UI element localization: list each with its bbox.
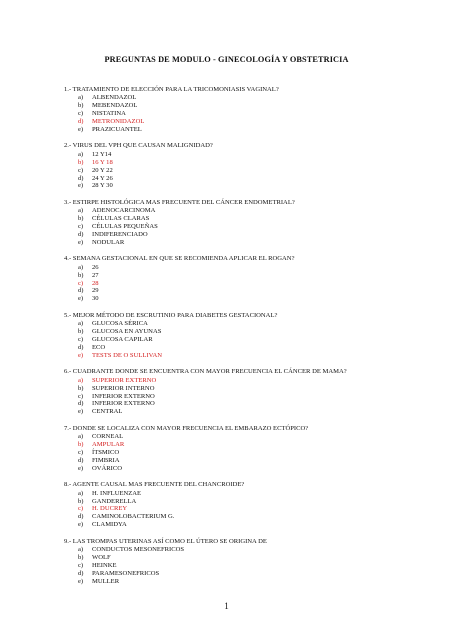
option-text: GLUCOSA SÉRICA: [92, 320, 148, 328]
option-text: ADENOCARCINOMA: [92, 207, 156, 215]
option-letter: d): [78, 343, 84, 351]
option-letter: a): [78, 376, 84, 384]
option-letter: b): [78, 441, 84, 449]
option-letter: d): [78, 456, 84, 464]
question-text: 6.- CUADRANTE DONDE SE ENCUENTRA CON MAYOR FRECUENCIA EL CÁNCER DE MAMA?: [64, 368, 347, 376]
option-letter: b): [78, 215, 84, 223]
option-text: CÉLULAS CLARAS: [92, 215, 150, 223]
option-letter: b): [78, 271, 84, 279]
question-block: [64, 199, 424, 247]
answer-option: [64, 546, 424, 554]
option-letter: a): [78, 320, 84, 328]
option-text: 26: [92, 263, 99, 271]
option-letter: c): [78, 448, 84, 456]
option-text: ECO: [92, 343, 106, 351]
question-block: [64, 481, 424, 529]
option-text: PRAZICUANTEL: [92, 125, 142, 133]
question-block: [64, 255, 424, 303]
option-letter: a): [78, 94, 84, 102]
question-block: [64, 312, 424, 360]
option-text: 12 Y14: [92, 150, 112, 158]
answer-option: [64, 110, 424, 118]
option-letter: e): [78, 577, 84, 585]
question-list: [64, 86, 424, 594]
answer-option: [64, 570, 424, 578]
option-text: 28: [92, 279, 99, 287]
answer-option: [64, 320, 424, 328]
answer-option: [64, 272, 424, 280]
option-letter: e): [78, 295, 84, 303]
option-text: NISTATINA: [92, 110, 126, 118]
question-block: [64, 368, 424, 416]
question-block: [64, 538, 424, 586]
option-text: SUPERIOR INTERNO: [92, 384, 155, 392]
answer-option: [64, 521, 424, 529]
answer-option: [64, 264, 424, 272]
option-text: H. INFLUENZAE: [92, 489, 142, 497]
option-letter: c): [78, 110, 84, 118]
option-text: H. DUCREY: [92, 505, 128, 513]
answer-option: [64, 328, 424, 336]
option-text: METRONIDAZOL: [92, 118, 145, 126]
option-text: OVÁRICO: [92, 464, 123, 472]
option-text: NODULAR: [92, 238, 125, 246]
question-text: 9.- LAS TROMPAS UTERINAS ASÍ COMO EL ÚTERO SE ORIGINA DE: [64, 537, 267, 545]
option-text: 30: [92, 295, 99, 303]
answer-option: [64, 207, 424, 215]
question-text: 7.- DONDE SE LOCALIZA CON MAYOR FRECUENCIA EL EMBARAZO ECTÓPICO?: [64, 424, 309, 432]
answer-option: [64, 344, 424, 352]
option-text: CORNEAL: [92, 433, 124, 441]
option-text: 29: [92, 287, 99, 295]
option-letter: c): [78, 505, 84, 513]
question-block: [64, 86, 424, 134]
option-text: ALBENDAZOL: [92, 94, 137, 102]
option-letter: d): [78, 400, 84, 408]
option-letter: d): [78, 287, 84, 295]
answer-option: [64, 513, 424, 521]
answer-option: [64, 223, 424, 231]
option-text: GANDERELLA: [92, 497, 137, 505]
option-letter: a): [78, 489, 84, 497]
option-letter: b): [78, 158, 84, 166]
answer-option: [64, 102, 424, 110]
option-letter: d): [78, 513, 84, 521]
question-text: 8.- AGENTE CAUSAL MAS FRECUENTE DEL CHANCROIDE?: [64, 481, 245, 489]
option-text: GLUCOSA EN AYUNAS: [92, 328, 162, 336]
option-letter: c): [78, 561, 84, 569]
option-text: INDIFERENCIADO: [92, 230, 148, 238]
option-text: 16 Y 18: [92, 158, 113, 166]
answer-option: [64, 295, 424, 303]
option-letter: e): [78, 238, 84, 246]
option-text: ÍTSMICO: [92, 448, 120, 456]
answer-option: [64, 457, 424, 465]
answer-option: [64, 393, 424, 401]
option-text: AMPULAR: [92, 441, 125, 449]
option-letter: b): [78, 102, 84, 110]
question-text: 3.- ESTIRPE HISTOLÓGICA MAS FRECUENTE DEL CÁNCER ENDOMETRIAL?: [64, 198, 295, 206]
answer-option: [64, 578, 424, 586]
option-letter: a): [78, 263, 84, 271]
option-text: 24 Y 26: [92, 174, 113, 182]
option-letter: e): [78, 521, 84, 529]
option-letter: c): [78, 392, 84, 400]
answer-option: [64, 385, 424, 393]
answer-option: [64, 167, 424, 175]
option-letter: e): [78, 408, 84, 416]
option-text: WOLF: [92, 554, 111, 562]
question-block: [64, 425, 424, 473]
option-text: TESTS DE O SULLIVAN: [92, 351, 163, 359]
page-number: 1: [224, 601, 229, 611]
option-letter: b): [78, 328, 84, 336]
question-block: [64, 142, 424, 190]
answer-option-correct: [64, 280, 424, 288]
option-letter: c): [78, 336, 84, 344]
option-letter: e): [78, 351, 84, 359]
answer-option: [64, 182, 424, 190]
option-letter: d): [78, 569, 84, 577]
question-text: 2.- VIRUS DEL VPH QUE CAUSAN MALIGNIDAD?: [64, 142, 213, 150]
answer-option-correct: [64, 159, 424, 167]
option-letter: c): [78, 279, 84, 287]
answer-option: [64, 400, 424, 408]
option-text: 27: [92, 271, 99, 279]
answer-option: [64, 239, 424, 247]
answer-option: [64, 151, 424, 159]
answer-option-correct: [64, 377, 424, 385]
answer-option: [64, 465, 424, 473]
option-letter: d): [78, 230, 84, 238]
answer-option: [64, 231, 424, 239]
question-text: 5.- MEJOR MÉTODO DE ESCRUTINIO PARA DIABETES GESTACIONAL?: [64, 311, 278, 319]
option-letter: d): [78, 118, 84, 126]
option-text: HEINKE: [92, 561, 117, 569]
answer-option: [64, 490, 424, 498]
answer-option: [64, 175, 424, 183]
option-letter: e): [78, 182, 84, 190]
option-text: CAMINOLOBACTERIUM G.: [92, 513, 175, 521]
option-letter: b): [78, 554, 84, 562]
option-letter: a): [78, 433, 84, 441]
option-text: INFERIOR EXTERNO: [92, 400, 155, 408]
option-letter: a): [78, 207, 84, 215]
answer-option: [64, 449, 424, 457]
option-text: INFERIOR EXTERNO: [92, 392, 155, 400]
option-letter: c): [78, 166, 84, 174]
option-text: CLAMIDYA: [92, 521, 127, 529]
answer-option: [64, 126, 424, 134]
option-text: 20 Y 22: [92, 166, 113, 174]
answer-option: [64, 336, 424, 344]
answer-option: [64, 408, 424, 416]
answer-option-correct: [64, 352, 424, 360]
answer-option-correct: [64, 118, 424, 126]
answer-option: [64, 215, 424, 223]
option-text: CONDUCTOS MESONEFRICOS: [92, 546, 185, 554]
option-text: FIMBRIA: [92, 456, 120, 464]
option-letter: b): [78, 384, 84, 392]
option-text: SUPERIOR EXTERNO: [92, 376, 157, 384]
option-letter: c): [78, 223, 84, 231]
answer-option: [64, 554, 424, 562]
option-text: 28 Y 30: [92, 182, 113, 190]
option-text: PARAMESONEFRICOS: [92, 569, 160, 577]
answer-option: [64, 562, 424, 570]
option-letter: d): [78, 174, 84, 182]
answer-option: [64, 433, 424, 441]
option-letter: a): [78, 150, 84, 158]
option-letter: e): [78, 464, 84, 472]
answer-option-correct: [64, 505, 424, 513]
question-text: 4.- SEMANA GESTACIONAL EN QUE SE RECOMIENDA APLICAR EL ROGAN?: [64, 255, 295, 263]
option-text: CENTRAL: [92, 408, 123, 416]
option-text: GLUCOSA CAPILAR: [92, 336, 153, 344]
option-letter: b): [78, 497, 84, 505]
answer-option: [64, 498, 424, 506]
answer-option-correct: [64, 441, 424, 449]
option-text: CÉLULAS PEQUEÑAS: [92, 223, 158, 231]
option-letter: e): [78, 125, 84, 133]
option-letter: a): [78, 546, 84, 554]
option-text: MEBENDAZOL: [92, 102, 138, 110]
question-text: 1.- TRATAMIENTO DE ELECCIÓN PARA LA TRICOMONIASIS VAGINAL?: [64, 86, 279, 93]
page-title: PREGUNTAS DE MODULO - GINECOLOGÍA Y OBSTETRICIA: [104, 55, 349, 64]
answer-option: [64, 94, 424, 102]
option-text: MULLER: [92, 577, 120, 585]
answer-option: [64, 287, 424, 295]
